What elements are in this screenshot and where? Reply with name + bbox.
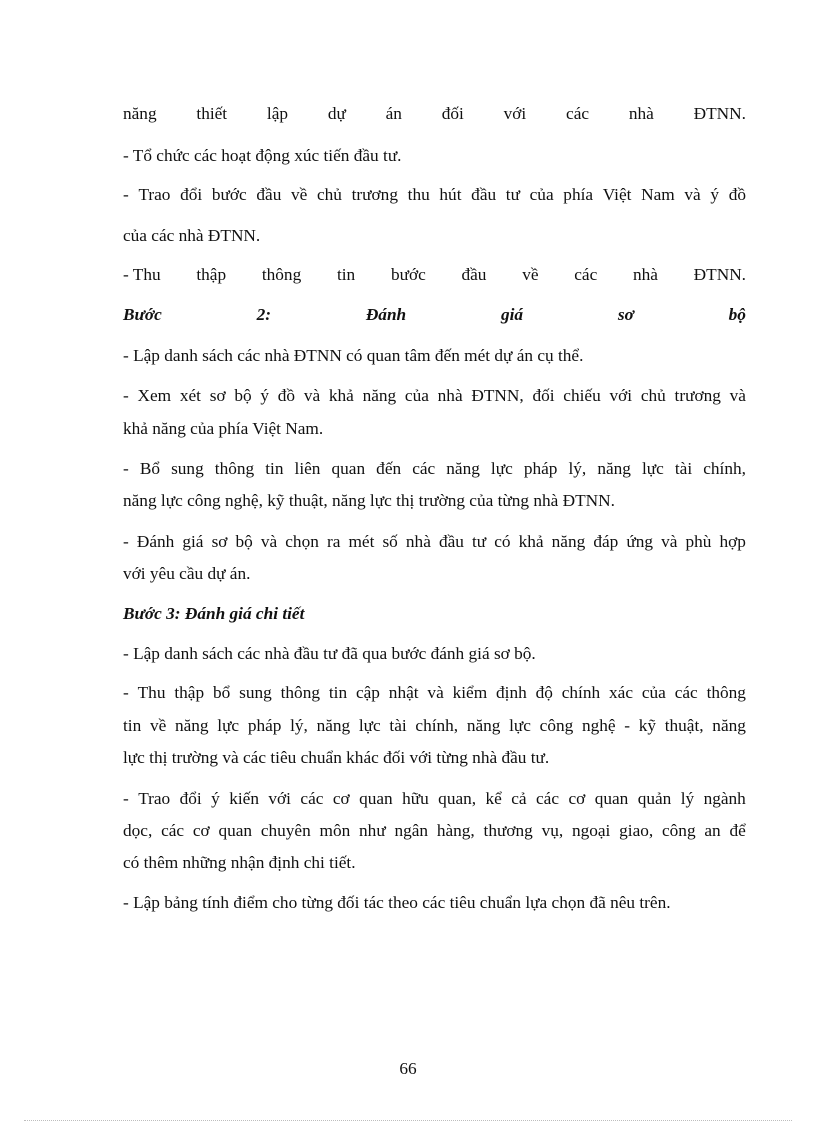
word: ra [326, 532, 341, 551]
body-line: năng lực công nghệ, kỹ thuật, năng lực thị trường của từng nhà ĐTNN. [123, 491, 615, 510]
word: thuật, [664, 716, 704, 735]
word: Trao [138, 789, 171, 808]
list-item: - Lập bảng tính điểm cho từng đối tác theo các tiêu chuẩn lựa chọn đã nêu trên. [123, 893, 671, 912]
word: chủ [317, 185, 342, 204]
word: thập [196, 265, 227, 284]
word: đáp [593, 532, 619, 551]
word: tài [674, 459, 693, 478]
word: và [427, 683, 444, 702]
word: với [268, 789, 291, 808]
word: ngành [703, 789, 746, 808]
word: các [574, 265, 598, 284]
word: đầu [438, 532, 464, 551]
word: cơ [568, 789, 586, 808]
body-line: có thêm những nhận định chi tiết. [123, 853, 356, 872]
word: phù [685, 532, 712, 551]
list-item [123, 682, 746, 704]
word: khả [518, 532, 544, 551]
word: lực [217, 716, 240, 735]
word: độ [535, 683, 553, 702]
word: xét [179, 386, 201, 405]
word: Nam [641, 185, 675, 204]
word: đổi [180, 185, 203, 204]
body-line: khả năng của phía Việt Nam. [123, 419, 324, 438]
step-2-heading [123, 304, 746, 326]
word: Bổ [139, 459, 160, 478]
word: bộ [235, 532, 253, 551]
word: pháp [247, 716, 282, 735]
word: tin [265, 459, 284, 478]
word: cập [355, 683, 380, 702]
word: các [536, 789, 560, 808]
word: kỹ [638, 716, 657, 735]
word: quan, [438, 789, 477, 808]
word: - [123, 459, 129, 478]
word: quan [359, 789, 393, 808]
list-item: - Lập danh sách các nhà đầu tư đã qua bước đánh giá sơ bộ. [123, 644, 536, 663]
word: các [300, 789, 324, 808]
word: có [494, 532, 511, 551]
word: hàng, [436, 821, 475, 840]
word: giá [182, 532, 204, 551]
word: năng [316, 716, 351, 735]
word: Xem [137, 386, 172, 405]
word: 2: [256, 305, 272, 324]
word: lý [680, 789, 695, 808]
word: ĐTNN. [693, 104, 746, 123]
word: quản [637, 789, 672, 808]
word: nhà [632, 265, 658, 284]
word: - Thu [123, 265, 161, 284]
word: vụ, [541, 821, 564, 840]
word: ý [710, 185, 720, 204]
word: thông [214, 459, 255, 478]
word: về [149, 716, 167, 735]
word: nhà [437, 386, 463, 405]
word: thông [706, 683, 746, 702]
word: của [641, 683, 666, 702]
word: đầu [256, 185, 282, 204]
word: chính, [415, 716, 459, 735]
word: đến [376, 459, 402, 478]
word: ý [211, 789, 220, 808]
word: trương [674, 386, 721, 405]
word: chọn [285, 532, 319, 551]
body-line: lực thị trường và các tiêu chuẩn khác đối với từng nhà đầu tư. [123, 748, 550, 767]
word: ứng [626, 532, 653, 551]
word: quan [218, 821, 253, 840]
word: đầu [471, 185, 497, 204]
list-item [123, 184, 746, 206]
word: thương [483, 821, 533, 840]
word: giá [500, 305, 524, 324]
list-item [123, 531, 746, 553]
word: bổ [212, 683, 231, 702]
word: quan [331, 459, 366, 478]
word: đối [532, 386, 555, 405]
word: chiếu [563, 386, 601, 405]
word: các [412, 459, 436, 478]
word: sơ [209, 386, 226, 405]
word: số [382, 532, 398, 551]
word: hút [439, 185, 462, 204]
word: lực [490, 459, 513, 478]
word: kiến [229, 789, 259, 808]
list-item [123, 385, 746, 407]
word: nhà [628, 104, 654, 123]
word: năng [712, 716, 746, 735]
word: dự [327, 104, 346, 123]
body-line [123, 103, 746, 125]
word: chính, [703, 459, 746, 478]
word: các [674, 683, 698, 702]
word: thông [280, 683, 320, 702]
word: đầu [461, 265, 487, 284]
word: - [123, 789, 129, 808]
word: năng [466, 716, 501, 735]
word: ngân [394, 821, 429, 840]
word: để [729, 821, 746, 840]
word: dọc, [123, 821, 153, 840]
word: thu [407, 185, 430, 204]
word: năng [551, 532, 586, 551]
word: đồ [277, 386, 296, 405]
word: chuyên [260, 821, 311, 840]
list-item: - Tổ chức các hoạt động xúc tiến đầu tư. [123, 146, 402, 165]
word: và [661, 532, 678, 551]
word: hợp [719, 532, 746, 551]
word: sung [171, 459, 204, 478]
word: chủ [640, 386, 666, 405]
word: - [123, 532, 129, 551]
word: - [123, 683, 129, 702]
word: năng [174, 716, 209, 735]
word: công [662, 821, 696, 840]
footer-divider [24, 1120, 792, 1121]
word: - [624, 716, 631, 735]
word: đối [441, 104, 464, 123]
list-item [123, 788, 746, 810]
word: và [260, 532, 278, 551]
word: về [291, 185, 308, 204]
word: cơ [332, 789, 350, 808]
word: tư [505, 185, 520, 204]
word: lực [358, 716, 381, 735]
word: Bước [123, 305, 162, 324]
word: trương [351, 185, 398, 204]
word: tin [123, 716, 142, 735]
word: thiết [196, 104, 228, 123]
word: của [404, 386, 429, 405]
word: tư [471, 532, 487, 551]
word: các [161, 821, 185, 840]
word: nghệ [581, 716, 616, 735]
word: lực [641, 459, 664, 478]
word: khả [328, 386, 354, 405]
word: bộ [728, 305, 746, 324]
word: giao, [619, 821, 654, 840]
word: cả [511, 789, 527, 808]
list-item: - Lập danh sách các nhà ĐTNN có quan tâm đến mét dự án cụ thể. [123, 346, 584, 365]
word: sơ [211, 532, 228, 551]
page-number: 66 [399, 1059, 417, 1078]
word: đổi [179, 789, 202, 808]
word: tài [389, 716, 407, 735]
word: nhật [388, 683, 419, 702]
word: môn [319, 821, 351, 840]
list-item [123, 264, 746, 286]
word: ĐTNN, [471, 386, 524, 405]
word: thông [261, 265, 302, 284]
word: ngoại [571, 821, 611, 840]
word: Đánh [136, 532, 175, 551]
word: phía [563, 185, 594, 204]
word: lực [509, 716, 531, 735]
word: Thu [137, 683, 166, 702]
word: năng [597, 459, 631, 478]
word: tin [328, 683, 348, 702]
word: xác [609, 683, 633, 702]
word: nhà [405, 532, 431, 551]
word: liên [294, 459, 321, 478]
word: bộ [234, 386, 252, 405]
word: công [539, 716, 574, 735]
word: bước [211, 185, 247, 204]
word: kể [485, 789, 502, 808]
word: cơ [192, 821, 210, 840]
word: bước [390, 265, 426, 284]
word: pháp [523, 459, 558, 478]
word: như [359, 821, 386, 840]
word: lập [266, 104, 289, 123]
word: năng [362, 386, 397, 405]
word: với [609, 386, 633, 405]
word: năng [123, 104, 157, 123]
word: mét [348, 532, 375, 551]
body-line [123, 715, 746, 737]
word: lý, [568, 459, 587, 478]
word: - [123, 185, 129, 204]
word: sơ [617, 305, 634, 324]
word: hữu [402, 789, 429, 808]
word: kiểm [452, 683, 488, 702]
word: tin [336, 265, 356, 284]
word: thập [174, 683, 205, 702]
body-line: với yêu cầu dự án. [123, 564, 251, 583]
word: định [496, 683, 527, 702]
word: và [684, 185, 701, 204]
word: Trao [138, 185, 171, 204]
word: - [123, 386, 129, 405]
word: về [522, 265, 539, 284]
body-line [123, 820, 746, 842]
word: của [529, 185, 554, 204]
word: an [704, 821, 721, 840]
word: năng [446, 459, 480, 478]
word: với [503, 104, 527, 123]
word: đồ [728, 185, 746, 204]
body-line: của các nhà ĐTNN. [123, 226, 261, 245]
word: án [385, 104, 402, 123]
list-item [123, 458, 746, 480]
word: ĐTNN. [693, 265, 746, 284]
word: các [566, 104, 590, 123]
word: và [729, 386, 746, 405]
word: lý, [290, 716, 308, 735]
word: sung [239, 683, 272, 702]
word: Đánh [365, 305, 407, 324]
word: và [303, 386, 321, 405]
word: ý [260, 386, 270, 405]
word: Việt [602, 185, 632, 204]
word: quan [594, 789, 629, 808]
word: chính [561, 683, 601, 702]
step-3-heading: Bước 3: Đánh giá chi tiết [123, 604, 305, 623]
